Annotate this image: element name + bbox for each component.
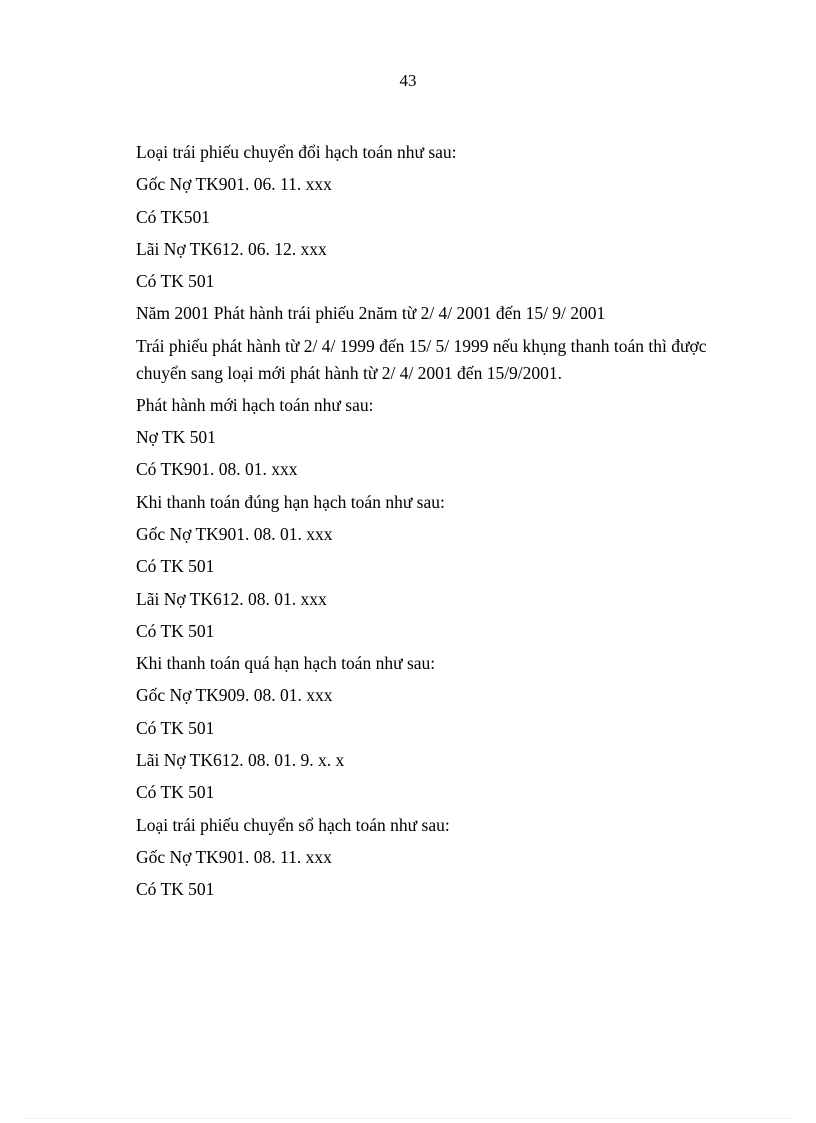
entry-credit: Có TK 501: [136, 879, 215, 900]
paragraph-on-time-payment-heading: Khi thanh toán đúng hạn hạch toán như sau:: [136, 491, 445, 512]
entry-credit: Có TK 501: [136, 620, 215, 641]
entry-credit: Có TK501: [136, 206, 211, 227]
paragraph-bond-rollover: Trái phiếu phát hành từ 2/ 4/ 1999 đến 15/ 5/ 1999 nếu khụng thanh toán thì được chuyển sang loại mới phát hành từ 2/ 4/ 2001 đến 15/9/2001.: [136, 335, 707, 383]
body-text: [136, 136, 716, 906]
paragraph-book-transfer-heading: Loại trái phiếu chuyển sổ hạch toán như sau:: [136, 814, 450, 835]
entry-credit: Có TK 501: [136, 717, 215, 738]
entry-interest-debit: Lãi Nợ TK612. 08. 01. 9. x. x: [136, 750, 345, 771]
entry-credit: Có TK 501: [136, 271, 215, 292]
entry-principal-debit: Gốc Nợ TK901. 08. 11. xxx: [136, 846, 332, 867]
entry-credit: Có TK 501: [136, 782, 215, 803]
entry-credit: Có TK 501: [136, 556, 215, 577]
paragraph-convertible-bond-heading: Loại trái phiếu chuyển đổi hạch toán như sau:: [136, 142, 457, 162]
entry-principal-debit: Gốc Nợ TK901. 06. 11. xxx: [136, 174, 332, 195]
paragraph-overdue-payment-heading: Khi thanh toán quá hạn hạch toán như sau:: [136, 653, 436, 674]
paragraph-new-issuance-heading: Phát hành mới hạch toán như sau:: [136, 394, 374, 415]
entry-principal-debit: Gốc Nợ TK909. 08. 01. xxx: [136, 685, 333, 706]
entry-debit: Nợ TK 501: [136, 427, 216, 448]
paragraph-issuance-2001: Năm 2001 Phát hành trái phiếu 2năm từ 2/ 4/ 2001 đến 15/ 9/ 2001: [136, 303, 606, 324]
page-bottom-divider: [24, 1118, 792, 1119]
entry-interest-debit: Lãi Nợ TK612. 08. 01. xxx: [136, 588, 327, 609]
entry-credit: Có TK901. 08. 01. xxx: [136, 459, 298, 480]
entry-principal-debit: Gốc Nợ TK901. 08. 01. xxx: [136, 523, 333, 544]
entry-interest-debit: Lãi Nợ TK612. 06. 12. xxx: [136, 238, 327, 259]
page-number: 43: [399, 71, 417, 90]
